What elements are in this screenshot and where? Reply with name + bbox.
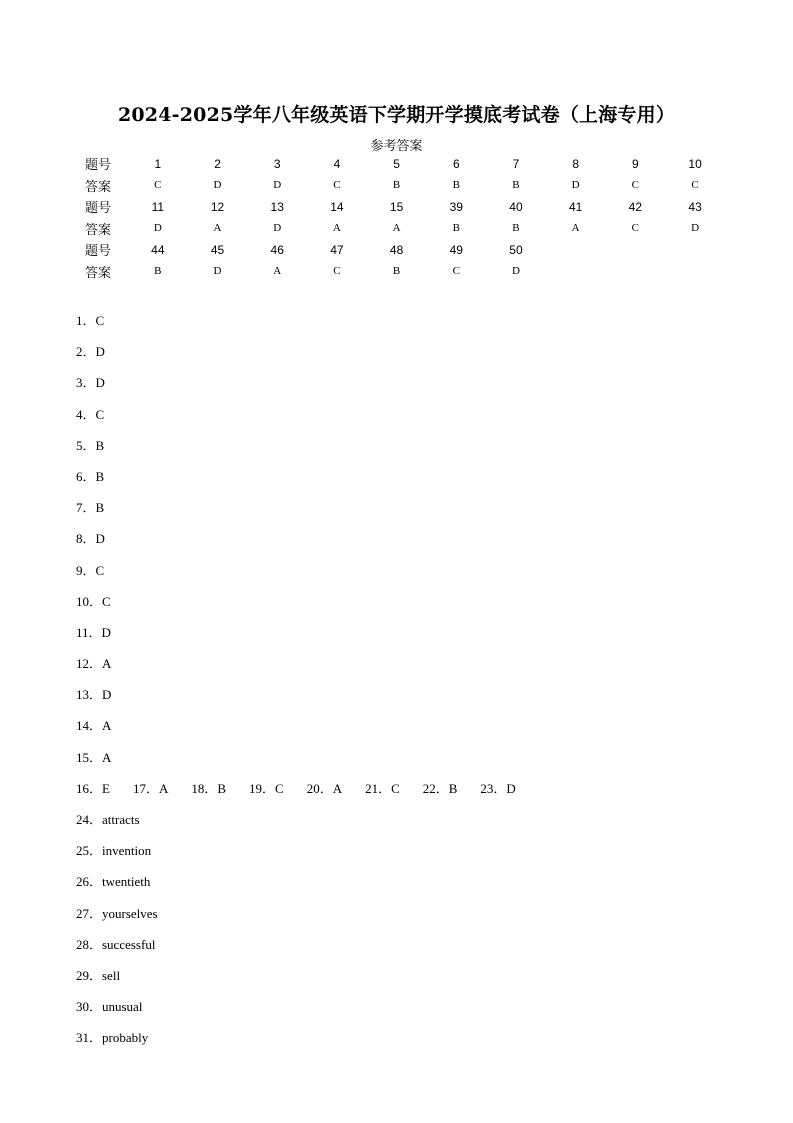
answer-line [76,936,539,967]
answer-cell: A [273,265,282,278]
question-number-cell: 46 [270,242,284,257]
answer-item: 24．attracts [76,812,140,827]
answer-cell: C [333,265,341,278]
question-number-cell: 39 [449,199,463,214]
answer-cell: C [452,265,460,278]
answer-cell: D [691,222,700,235]
question-number-cell: 49 [449,242,463,257]
answer-line [76,749,539,780]
answer-cell: C [333,179,341,192]
answer-item: 20．A [306,780,343,796]
answer-item: 11．D [76,624,111,640]
question-number-cell: 45 [210,242,225,257]
answer-cell: B [392,179,401,192]
question-number-cell: 5 [393,156,400,171]
answer-line [76,811,539,842]
question-number-cell: 44 [151,242,165,257]
question-number-cell: 7 [512,156,520,171]
row-label: 题号 [84,158,111,174]
question-number-cell: 8 [572,156,579,171]
question-number-cell [665,239,725,261]
answer-item: 9．C [76,562,105,578]
answer-item: 1．C [76,313,105,328]
answer-cell: B [154,265,162,278]
question-number-cell: 10 [688,156,702,171]
answer-item: 6．B [76,468,105,484]
answer-item: 21．C [365,780,400,796]
question-number-cell [546,239,606,261]
row-label: 答案 [84,179,111,195]
answer-item: 2．D [76,344,105,360]
answer-item: 25．invention [76,843,152,859]
answer-table [68,153,725,282]
answer-cell: C [631,222,640,235]
answer-cell: B [512,179,520,192]
table-row [68,153,725,175]
answer-cell: A [571,222,580,235]
answer-line [76,374,539,405]
answer-cell: B [512,222,520,235]
answer-cell: A [392,222,401,235]
question-number-cell: 3 [273,156,281,171]
answer-item: 29．sell [76,967,121,983]
page-title: 2024-2025学年八年级英语下学期开学摸底考试卷（上海专用） [117,104,676,126]
answer-item: 4．C [76,406,105,422]
answer-cell: D [571,179,580,192]
answer-line [76,655,539,686]
question-number-cell: 11 [151,199,165,214]
question-number-cell: 14 [330,199,344,214]
answer-cell: A [332,222,341,235]
answer-table-body [68,153,725,282]
answer-line [76,530,539,561]
answer-item: 31．probably [76,1030,149,1046]
row-label: 答案 [84,265,111,281]
answer-cell: D [273,222,282,235]
question-number-cell: 41 [568,199,583,214]
answer-item: 5．B [76,437,105,453]
answer-line [76,873,539,904]
question-number-cell: 42 [628,199,643,214]
answer-line [76,593,539,624]
answer-cell: C [154,179,162,192]
answer-item: 16．E [76,780,110,796]
row-label: 答案 [84,222,111,238]
answer-item: 26．twentieth [76,874,151,890]
answer-cell: B [392,265,401,278]
question-number-cell [606,239,666,261]
answers-list [76,312,539,1061]
question-number-cell: 1 [154,156,162,171]
question-number-cell: 2 [214,156,221,171]
table-row [68,218,725,240]
answer-line [76,562,539,593]
answer-item: 23．D [480,780,516,796]
table-row [68,196,725,218]
answer-cell: C [631,179,640,192]
answer-line [76,312,539,343]
answer-item: 17．A [132,780,169,796]
question-number-cell: 43 [688,199,702,214]
answer-cell [665,261,725,283]
answer-cell: B [452,222,460,235]
answer-item: 10．C [76,593,111,609]
answer-line [76,468,539,499]
answer-cell: C [691,179,699,192]
answer-item: 15．A [76,749,112,765]
answer-line [76,967,539,998]
answer-line [76,717,539,748]
answer-item: 14．A [76,718,112,734]
question-number-cell: 47 [330,242,344,257]
table-row [68,261,725,283]
answer-line [76,437,539,468]
answer-item: 28．successful [76,936,156,952]
answer-item: 22．B [422,780,458,796]
answer-line [76,780,539,811]
answer-cell: D [153,222,162,235]
table-row [68,175,725,197]
question-number-cell: 13 [270,199,284,214]
question-number-cell: 48 [389,242,404,257]
row-label: 题号 [84,201,111,217]
answer-item: 7．B [76,500,105,516]
answer-cell: B [452,179,460,192]
answer-line [76,343,539,374]
question-number-cell: 40 [509,199,523,214]
row-label: 题号 [84,244,111,260]
answer-item: 18．B [191,780,227,796]
answer-line [76,842,539,873]
answer-line [76,624,539,655]
question-number-cell: 4 [333,156,341,171]
answer-item: 3．D [76,375,105,391]
answer-cell: D [213,179,222,192]
answer-cell: D [273,179,282,192]
answer-cell: D [213,265,222,278]
answer-cell [546,261,606,283]
question-number-cell: 15 [389,199,404,214]
answer-item: 13．D [76,687,112,703]
question-number-cell: 12 [210,199,225,214]
answer-cell: D [511,265,520,278]
answer-line [76,406,539,437]
answer-line [76,686,539,717]
answer-item: 12．A [76,656,112,672]
answer-line [76,499,539,530]
answer-line [76,1029,539,1060]
answer-line [76,998,539,1029]
answer-item: 27．yourselves [76,905,158,921]
answer-key-subtitle: 参考答案 [370,139,423,154]
answer-item: 8．D [76,531,105,547]
table-row [68,239,725,261]
answer-line [76,905,539,936]
question-number-cell: 6 [452,156,460,171]
answer-item: 19．C [249,780,284,796]
answer-item: 30．unusual [76,999,143,1015]
answer-cell: A [213,222,222,235]
question-number-cell: 50 [509,242,523,257]
answer-cell [606,261,666,283]
question-number-cell: 9 [632,156,639,171]
